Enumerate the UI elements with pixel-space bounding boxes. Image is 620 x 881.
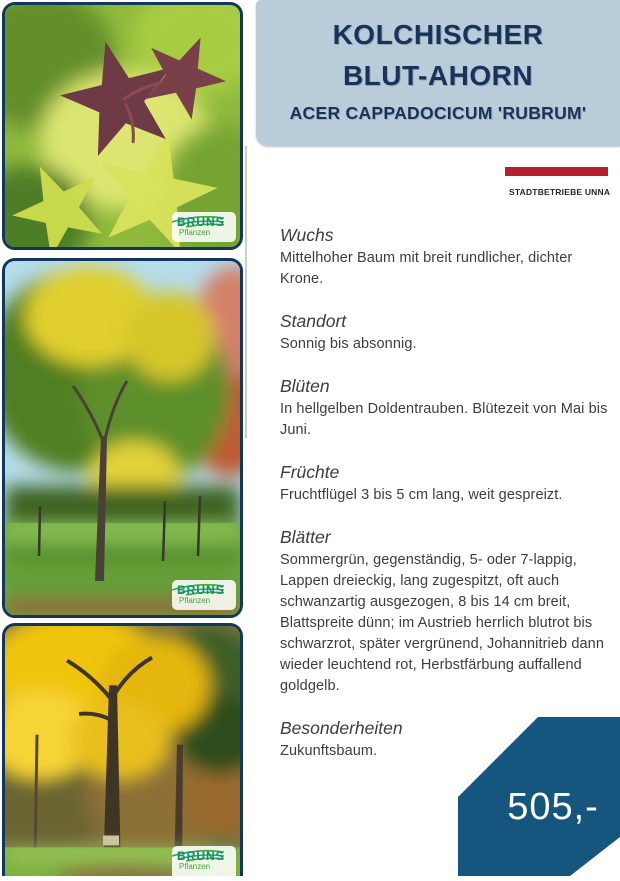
fold-line	[245, 146, 247, 438]
section-standort	[280, 310, 614, 355]
section-wuchs	[280, 224, 614, 290]
section-body: In hellgelben Doldentrauben. Blütezeit von Mai bis Juni.	[280, 401, 608, 438]
bruns-brand-name: BRUNS	[177, 215, 225, 229]
plant-botanical-name: ACER CAPPADOCICUM 'RUBRUM'	[289, 103, 587, 123]
bruns-brand-name: BRUNS	[177, 583, 225, 597]
section-heading: Wuchs	[280, 225, 334, 245]
price-label: 505,-	[507, 786, 599, 828]
section-heading: Früchte	[280, 462, 340, 482]
section-blueten	[280, 375, 614, 441]
bruns-brand-name: BRUNS	[177, 849, 225, 863]
plant-description	[280, 224, 614, 782]
publisher-logo	[505, 167, 611, 202]
publisher-red-bar	[505, 167, 608, 176]
section-body: Mittelhoher Baum mit breit rundlicher, dichter Krone.	[280, 250, 573, 287]
section-blaetter	[280, 526, 614, 697]
bruns-brand-sub: Pflanzen	[179, 228, 211, 237]
photo-tree-autumn	[2, 623, 243, 876]
section-fruechte	[280, 461, 614, 506]
section-body: Fruchtflügel 3 bis 5 cm lang, weit gespreizt.	[280, 487, 563, 503]
section-body: Sonnig bis absonnig.	[280, 336, 417, 352]
bruns-brand-sub: Pflanzen	[179, 862, 211, 871]
publisher-name: STADTBETRIEBE UNNA	[509, 186, 611, 197]
plant-title-line1: KOLCHISCHER	[332, 19, 544, 50]
photo-tree-summer-image	[5, 261, 240, 615]
section-heading: Blüten	[280, 376, 330, 396]
section-heading: Standort	[280, 311, 347, 331]
bruns-watermark	[172, 580, 236, 610]
section-heading: Blätter	[280, 527, 331, 547]
section-heading: Besonderheiten	[280, 718, 403, 738]
section-body: Zukunftsbaum.	[280, 743, 378, 759]
section-body: Sommergrün, gegenständig, 5- oder 7-lappig, Lappen dreieckig, lang zugespitzt, oft auch schwanzartig ausgezogen, 8 bis 14 cm breit, Blattspreite dünn; im Austrieb herrlich blutrot bis schwarzrot, später vergrünend, Johannitrieb dann wieder leuchtend rot, Herbstfärbung auffallend goldgelb.	[280, 552, 604, 694]
bruns-brand-sub: Pflanzen	[179, 596, 211, 605]
bruns-watermark	[172, 212, 236, 242]
photo-maple-leaves	[2, 2, 243, 250]
photo-tree-summer	[2, 258, 243, 618]
photo-maple-leaves-image	[5, 5, 240, 247]
bruns-watermark	[172, 846, 236, 876]
header-banner	[256, 0, 620, 146]
plant-title-line2: BLUT-AHORN	[342, 60, 534, 91]
photo-tree-autumn-image	[5, 626, 240, 876]
